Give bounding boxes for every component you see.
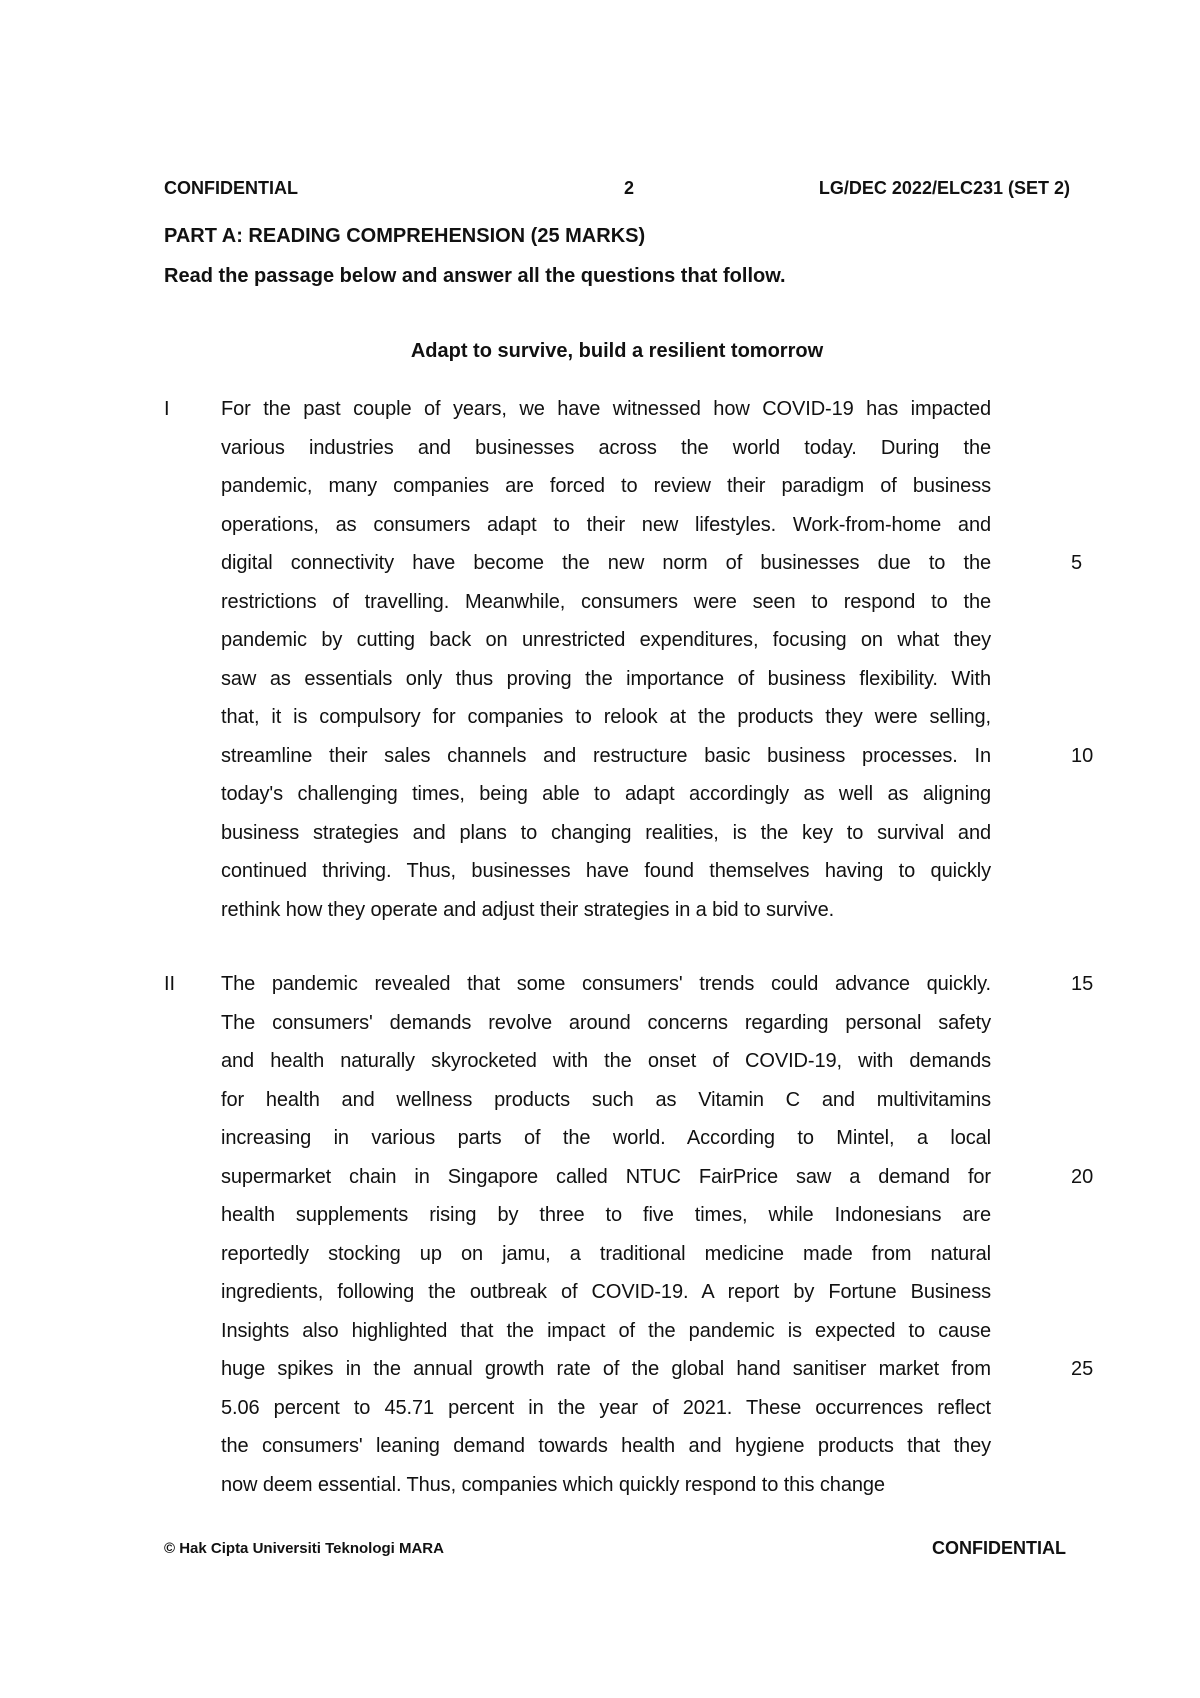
passage-line-text: huge spikes in the annual growth rate of the global hand sanitiser market from xyxy=(221,1358,991,1380)
passage-line xyxy=(221,1389,1045,1428)
passage-line-text: today's challenging times, being able to adapt accordingly as well as aligning xyxy=(221,783,991,805)
passage-line-text: ingredients, following the outbreak of COVID-19. A report by Fortune Business xyxy=(221,1281,991,1303)
passage-line-text: The pandemic revealed that some consumers' trends could advance quickly. xyxy=(221,973,991,995)
passage-line-text: business strategies and plans to changing realities, is the key to survival and xyxy=(221,821,991,844)
passage-line xyxy=(221,583,1045,622)
passage-line-text: for health and wellness products such as Vitamin C and multivitamins xyxy=(221,1088,991,1111)
passage-line-text: pandemic, many companies are forced to review their paradigm of business xyxy=(221,475,991,497)
passage-line xyxy=(221,1081,1045,1120)
passage-line-text: increasing in various parts of the world. According to Mintel, a local xyxy=(221,1127,991,1149)
passage-line-text: pandemic by cutting back on unrestricted expenditures, focusing on what they xyxy=(221,629,991,651)
passage-line xyxy=(221,775,1045,814)
passage-line-text: 5.06 percent to 45.71 percent in the year of 2021. These occurrences reflect xyxy=(221,1396,991,1419)
header-exam-code: LG/DEC 2022/ELC231 (SET 2) xyxy=(818,178,1070,198)
passage-line-text: streamline their sales channels and restructure basic business processes. In xyxy=(221,744,991,767)
paragraph-numeral: I xyxy=(164,398,170,420)
passage-line-text: that, it is compulsory for companies to relook at the products they were selling, xyxy=(221,706,991,728)
passage-line-text: the consumers' leaning demand towards health and hygiene products that they xyxy=(221,1435,991,1457)
paragraph-lines xyxy=(221,390,1094,929)
line-number: 20 xyxy=(1071,1165,1094,1188)
passage-line-text: digital connectivity have become the new norm of businesses due to the xyxy=(221,552,991,574)
passage-line-text: supermarket chain in Singapore called NTUC FairPrice saw a demand for xyxy=(221,1165,991,1188)
copyright-notice: © Hak Cipta Universiti Teknologi MARA xyxy=(164,1540,444,1557)
line-number: 15 xyxy=(1071,973,1094,995)
passage-line xyxy=(221,1004,1045,1043)
passage-line xyxy=(221,621,1045,660)
passage-line xyxy=(221,1119,1045,1158)
line-number: 10 xyxy=(1071,744,1094,767)
passage-line-text: For the past couple of years, we have witnessed how COVID-19 has impacted xyxy=(221,398,991,420)
passage-line xyxy=(221,1196,1045,1235)
passage-line xyxy=(221,506,1045,545)
header-page-number: 2 xyxy=(624,178,635,198)
paragraph-numeral: II xyxy=(164,973,176,995)
footer-confidential-label: CONFIDENTIAL xyxy=(932,1538,1066,1558)
passage-line-text: health supplements rising by three to five times, while Indonesians are xyxy=(221,1204,991,1226)
passage-line xyxy=(221,814,1045,853)
passage-line-text: operations, as consumers adapt to their new lifestyles. Work-from-home and xyxy=(221,513,991,536)
passage-line-text: and health naturally skyrocketed with the onset of COVID-19, with demands xyxy=(221,1050,991,1072)
passage-line xyxy=(221,1235,1045,1274)
passage-line xyxy=(221,1273,1045,1312)
passage-line-text: restrictions of travelling. Meanwhile, consumers were seen to respond to the xyxy=(221,590,991,613)
paragraph-lines xyxy=(221,965,1094,1504)
passage-line xyxy=(221,737,1094,776)
line-number: 25 xyxy=(1071,1358,1094,1380)
passage-line xyxy=(221,1042,1045,1081)
part-title: PART A: READING COMPREHENSION (25 MARKS) xyxy=(164,225,646,247)
passage-line-text: The consumers' demands revolve around concerns regarding personal safety xyxy=(221,1011,991,1034)
passage-line xyxy=(221,891,1045,930)
passage-line xyxy=(221,1350,1094,1389)
passage-line-text: rethink how they operate and adjust their strategies in a bid to survive. xyxy=(221,898,835,921)
line-number: 5 xyxy=(1071,552,1083,574)
passage-line-text: now deem essential. Thus, companies which quickly respond to this change xyxy=(221,1473,885,1496)
passage-line xyxy=(221,852,1045,891)
passage-line-text: continued thriving. Thus, businesses have found themselves having to quickly xyxy=(221,860,991,882)
passage-line-text: various industries and businesses across the world today. During the xyxy=(221,436,991,459)
header-confidential-label: CONFIDENTIAL xyxy=(164,178,298,198)
passage-line xyxy=(221,1427,1045,1466)
passage-line xyxy=(221,429,1045,468)
page-header xyxy=(164,178,1070,202)
passage-line xyxy=(221,965,1094,1004)
passage-line-text: reportedly stocking up on jamu, a traditional medicine made from natural xyxy=(221,1242,991,1265)
instruction-text: Read the passage below and answer all the questions that follow. xyxy=(164,265,786,287)
passage-line xyxy=(221,390,1045,429)
passage-line xyxy=(221,1466,1045,1505)
passage-line-text: saw as essentials only thus proving the importance of business flexibility. With xyxy=(221,667,991,690)
passage-line-text: Insights also highlighted that the impact of the pandemic is expected to cause xyxy=(221,1319,991,1342)
page-footer xyxy=(164,1538,1070,1562)
passage-line xyxy=(221,1158,1094,1197)
passage-line xyxy=(221,1312,1045,1351)
passage-title: Adapt to survive, build a resilient tomorrow xyxy=(410,340,824,362)
passage-line xyxy=(221,698,1045,737)
passage-line xyxy=(221,660,1045,699)
passage-line xyxy=(221,544,1083,583)
passage-line xyxy=(221,467,1045,506)
